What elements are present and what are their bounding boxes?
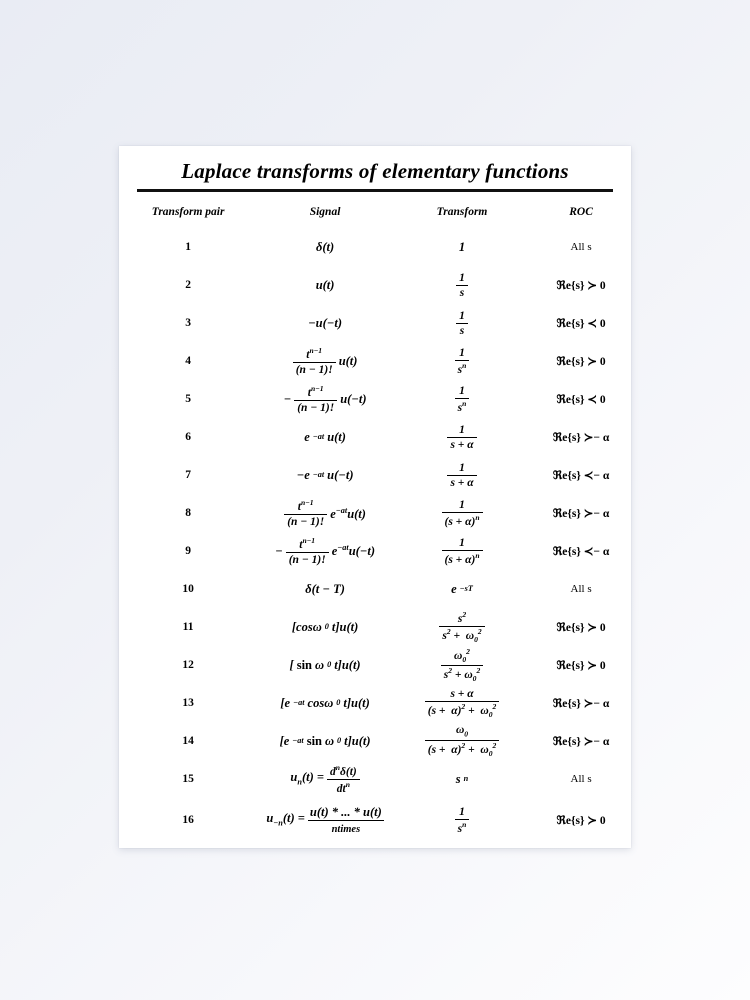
roc-cell: ℜe{s} ≻− α bbox=[552, 508, 610, 521]
transform-cell: $\frac{1}{s}$ bbox=[393, 266, 531, 304]
roc-cell: ℜe{s} ≺ 0 bbox=[556, 394, 606, 407]
table-header-row bbox=[119, 200, 631, 228]
signal-cell: [ sin ω 0 t]u(t) bbox=[289, 657, 361, 672]
roc-cell: ℜe{s} ≻ 0 bbox=[556, 622, 606, 635]
pair-number: 11 bbox=[182, 621, 194, 634]
page-title: Laplace transforms of elementary functions bbox=[181, 159, 569, 183]
pair-number: 16 bbox=[182, 814, 194, 827]
table-row bbox=[119, 456, 631, 494]
table-row bbox=[119, 570, 631, 608]
transform-cell: $\frac{\omega_0^2}{s^2 + \omega_0^2}$ bbox=[393, 646, 531, 684]
transform-cell: $\frac{s^2}{s^2 + \omega_0^2}$ bbox=[393, 608, 531, 646]
pair-number: 5 bbox=[185, 393, 191, 406]
table-row bbox=[119, 380, 631, 418]
signal-cell: $\frac{t^{n-1}}{(n - 1)!}$ $e^{-at}u(t)$ bbox=[257, 494, 393, 532]
roc-cell: ℜe{s} ≻ 0 bbox=[556, 815, 606, 828]
signal-cell: − $\frac{t^{n-1}}{(n - 1)!}$ $e^{-at}u(-t)$ bbox=[275, 535, 376, 566]
roc-cell: ℜe{s} ≺− α bbox=[552, 546, 610, 559]
table-row bbox=[119, 266, 631, 304]
table-row bbox=[119, 646, 631, 684]
transform-cell: $\frac{1}{(s + \alpha)^n}$ bbox=[393, 532, 531, 570]
table-row bbox=[119, 342, 631, 380]
signal-cell: δ(t) bbox=[315, 239, 335, 254]
table-row bbox=[119, 798, 631, 842]
roc-cell: ℜe{s} ≻− α bbox=[552, 698, 610, 711]
signal-cell: −e −at u(−t) bbox=[296, 467, 354, 482]
roc-cell: ℜe{s} ≻ 0 bbox=[556, 660, 606, 673]
signal-cell: e −at u(t) bbox=[304, 429, 346, 444]
transform-cell: s n bbox=[455, 771, 469, 786]
title-block bbox=[119, 146, 631, 192]
roc-cell: ℜe{s} ≻− α bbox=[552, 432, 610, 445]
column-header-roc: ROC bbox=[569, 206, 593, 219]
laplace-transform-poster bbox=[119, 146, 631, 848]
transform-cell: e −sT bbox=[451, 581, 473, 596]
transform-cell: $\frac{\omega_0}{(s + \alpha)^2 + \omega_0^2}$ bbox=[393, 722, 531, 760]
signal-cell: [cosω 0 t]u(t) bbox=[291, 619, 359, 634]
roc-cell: All s bbox=[570, 241, 592, 254]
n-times-label: ntimes bbox=[331, 823, 361, 835]
pair-number: 7 bbox=[185, 469, 191, 482]
table-row bbox=[119, 684, 631, 722]
pair-number: 15 bbox=[182, 773, 194, 786]
transform-cell: $\frac{1}{s}$ bbox=[393, 304, 531, 342]
roc-cell: ℜe{s} ≺− α bbox=[552, 470, 610, 483]
table-row bbox=[119, 494, 631, 532]
table-row bbox=[119, 760, 631, 798]
roc-cell: ℜe{s} ≻ 0 bbox=[556, 280, 606, 293]
laplace-transform-table bbox=[119, 200, 631, 842]
signal-cell: −u(−t) bbox=[308, 315, 343, 330]
pair-number: 14 bbox=[182, 735, 194, 748]
table-row bbox=[119, 722, 631, 760]
transform-cell: $\frac{1}{(s + \alpha)^n}$ bbox=[393, 494, 531, 532]
signal-cell: δ(t − T) bbox=[305, 581, 345, 596]
transform-cell: $\frac{1}{s^n}$ bbox=[393, 380, 531, 418]
roc-cell: All s bbox=[570, 773, 592, 786]
transform-cell: $\frac{1}{s + \alpha}$ bbox=[393, 456, 531, 494]
signal-cell: [e −at sin ω 0 t]u(t) bbox=[279, 733, 371, 748]
roc-cell: ℜe{s} ≺ 0 bbox=[556, 318, 606, 331]
transform-cell: $\frac{1}{s^n}$ bbox=[393, 342, 531, 380]
roc-cell: ℜe{s} ≻ 0 bbox=[556, 356, 606, 369]
pair-number: 2 bbox=[185, 279, 191, 292]
signal-cell: $u_{-n}(t)$ = u(t) * ... * u(t) ntimes bbox=[266, 804, 382, 835]
column-header-signal: Signal bbox=[309, 206, 341, 219]
transform-cell: $\frac{1}{s + \alpha}$ bbox=[393, 418, 531, 456]
column-header-transform-pair: Transform pair bbox=[151, 206, 225, 219]
signal-cell: $u_n(t)$ = $\frac{d^n\delta(t)}{dt^n}$ bbox=[257, 760, 393, 798]
table-row bbox=[119, 228, 631, 266]
signal-cell: − $\frac{t^{n-1}}{(n - 1)!}$ u(−t) bbox=[283, 383, 367, 414]
table-row bbox=[119, 418, 631, 456]
table-row bbox=[119, 304, 631, 342]
pair-number: 4 bbox=[185, 355, 191, 368]
roc-cell: ℜe{s} ≻− α bbox=[552, 736, 610, 749]
table-row bbox=[119, 532, 631, 570]
title-divider bbox=[137, 189, 613, 192]
pair-number: 12 bbox=[182, 659, 194, 672]
transform-cell: 1 bbox=[458, 239, 466, 254]
pair-number: 10 bbox=[182, 583, 194, 596]
column-header-transform: Transform bbox=[436, 206, 488, 219]
roc-cell: All s bbox=[570, 583, 592, 596]
signal-cell: $\frac{t^{n-1}}{(n - 1)!}$ u(t) bbox=[257, 342, 393, 380]
signal-cell: u(t) bbox=[315, 277, 335, 292]
signal-cell: [e −at cosω 0 t]u(t) bbox=[280, 695, 370, 710]
pair-number: 9 bbox=[185, 545, 191, 558]
pair-number: 1 bbox=[185, 241, 191, 254]
pair-number: 6 bbox=[185, 431, 191, 444]
pair-number: 3 bbox=[185, 317, 191, 330]
pair-number: 13 bbox=[182, 697, 194, 710]
transform-cell: $\frac{s + \alpha}{(s + \alpha)^2 + \omega_0^2}$ bbox=[393, 684, 531, 722]
pair-number: 8 bbox=[185, 507, 191, 520]
transform-cell: $\frac{1}{s^n}$ bbox=[393, 798, 531, 842]
table-row bbox=[119, 608, 631, 646]
